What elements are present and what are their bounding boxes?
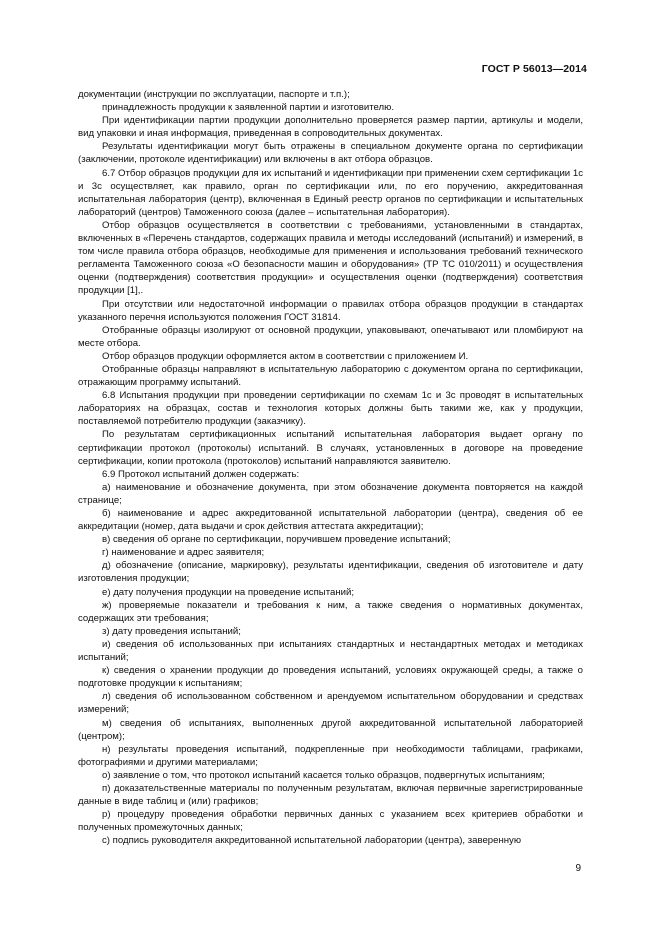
paragraph: При отсутствии или недостаточной информации о правилах отбора образцов продукции в стандартах указанного перечня используются положения ГОСТ 31814.	[78, 298, 583, 323]
clause-6-8: 6.8 Испытания продукции при проведении сертификации по схемам 1с и 3с проводят в испытательных лабораториях на образцах, состав и технология которых должны быть такими же, как у продукции, поставляемой потребителю продукции (заказчику).	[78, 390, 583, 428]
clause-6-7: 6.7 Отбор образцов продукции для их испытаний и идентификации при применении схем сертификации 1с и 3с осуществляет, как правило, орган по сертификации или, по его поручению, аккредитованная испытательная лаборатория (центр), включенная в Единый реестр органов по сертификации и испытательных лабораторий (центров) Таможенного союза (далее – испытательная лаборатория).	[78, 167, 583, 218]
list-item: н) результаты проведения испытаний, подкрепленные при необходимости таблицами, графиками, фотографиями и другими материалами;	[78, 743, 583, 768]
list-item: л) сведения об использованном собственном и арендуемом испытательном оборудовании и средствах измерений;	[78, 691, 583, 716]
clause-6-9: 6.9 Протокол испытаний должен содержать:	[102, 468, 300, 480]
paragraph: Результаты идентификации могут быть отражены в специальном документе органа по сертификации (заключении, протоколе идентификации) или включены в акт отбора образцов.	[78, 141, 583, 166]
list-item: а) наименование и обозначение документа, при этом обозначение документа повторяется на каждой странице;	[78, 481, 583, 506]
list-item: р) процедуру проведения обработки первичных данных с указанием всех критериев обработки и полученных промежуточных данных;	[78, 809, 583, 834]
list-item: г) наименование и адрес заявителя;	[102, 547, 265, 559]
paragraph: При идентификации партии продукции дополнительно проверяется размер партии, артикулы и модели, вид упаковки и иная информация, приведенная в сопроводительных документах.	[78, 115, 583, 140]
list-item: с) подпись руководителя аккредитованной испытательной лаборатории (центра), заверенную	[102, 835, 522, 847]
list-item: д) обозначение (описание, маркировку), результаты идентификации, сведения об изготовителе и дату изготовления продукции;	[78, 560, 583, 585]
list-item: п) доказательственные материалы по полученным результатам, включая первичные зарегистрированные данные в виде таблиц и (или) графиков;	[78, 782, 583, 808]
document-body	[78, 88, 583, 847]
list-item: м) сведения об испытаниях, выполненных другой аккредитованной испытательной лабораторией (центром);	[78, 717, 583, 742]
paragraph: По результатам сертификационных испытаний испытательная лаборатория выдает органу по сертификации протокол (протоколы) испытаний. В случаях, установленных в договоре на проведение сертификации, копии протокола (протоколов) испытаний направляются заявителю.	[78, 429, 583, 467]
page-number: 9	[575, 863, 581, 874]
list-item: ж) проверяемые показатели и требования к ним, а также сведения о нормативных документах, содержащих эти требования;	[78, 599, 583, 624]
list-item: б) наименование и адрес аккредитованной испытательной лаборатории (центра), сведения об ее аккредитации (номер, дата выдачи и срок действия аттестата аккредитации);	[78, 508, 583, 533]
paragraph: Отбор образцов осуществляется в соответствии с требованиями, установленными в стандартах, включенных в «Перечень стандартов, содержащих правила и методы исследований (испытаний) и измерений, в том числе правила отбора образцов, необходимые для применения и использования требований технического регламента Таможенного союза «О безопасности машин и оборудования» (ТР ТС 010/2011) и осуществления оценки (подтверждения) соответствия продукции» и осуществления оценки (подтверждения) соответствия продукции [1],.	[78, 219, 583, 297]
document-id-header: ГОСТ Р 56013—2014	[481, 63, 587, 75]
list-item: и) сведения об использованных при испытаниях стандартных и нестандартных методах и методиках испытаний;	[78, 638, 583, 664]
paragraph-continuation: документации (инструкции по эксплуатации, паспорте и т.п.);	[78, 89, 350, 100]
paragraph: Отбор образцов продукции оформляется актом в соответствии с приложением И.	[102, 350, 469, 362]
paragraph: Отобранные образцы направляют в испытательную лабораторию с документом органа по сертификации, отражающим программу испытаний.	[78, 363, 583, 389]
list-item: в) сведения об органе по сертификации, поручившем проведение испытаний;	[102, 534, 451, 546]
list-item: о) заявление о том, что протокол испытаний касается только образцов, подвергнутых испытаниям;	[102, 769, 545, 781]
list-item: з) дату проведения испытаний;	[102, 625, 241, 637]
list-item: е) дату получения продукции на проведение испытаний;	[102, 586, 354, 598]
paragraph: Отобранные образцы изолируют от основной продукции, упаковывают, опечатывают или пломбируют на месте отбора.	[78, 324, 583, 349]
paragraph: принадлежность продукции к заявленной партии и изготовителю.	[102, 102, 395, 114]
list-item: к) сведения о хранении продукции до проведения испытаний, условиях окружающей среды, а также о подготовке продукции к испытаниям;	[78, 665, 583, 690]
